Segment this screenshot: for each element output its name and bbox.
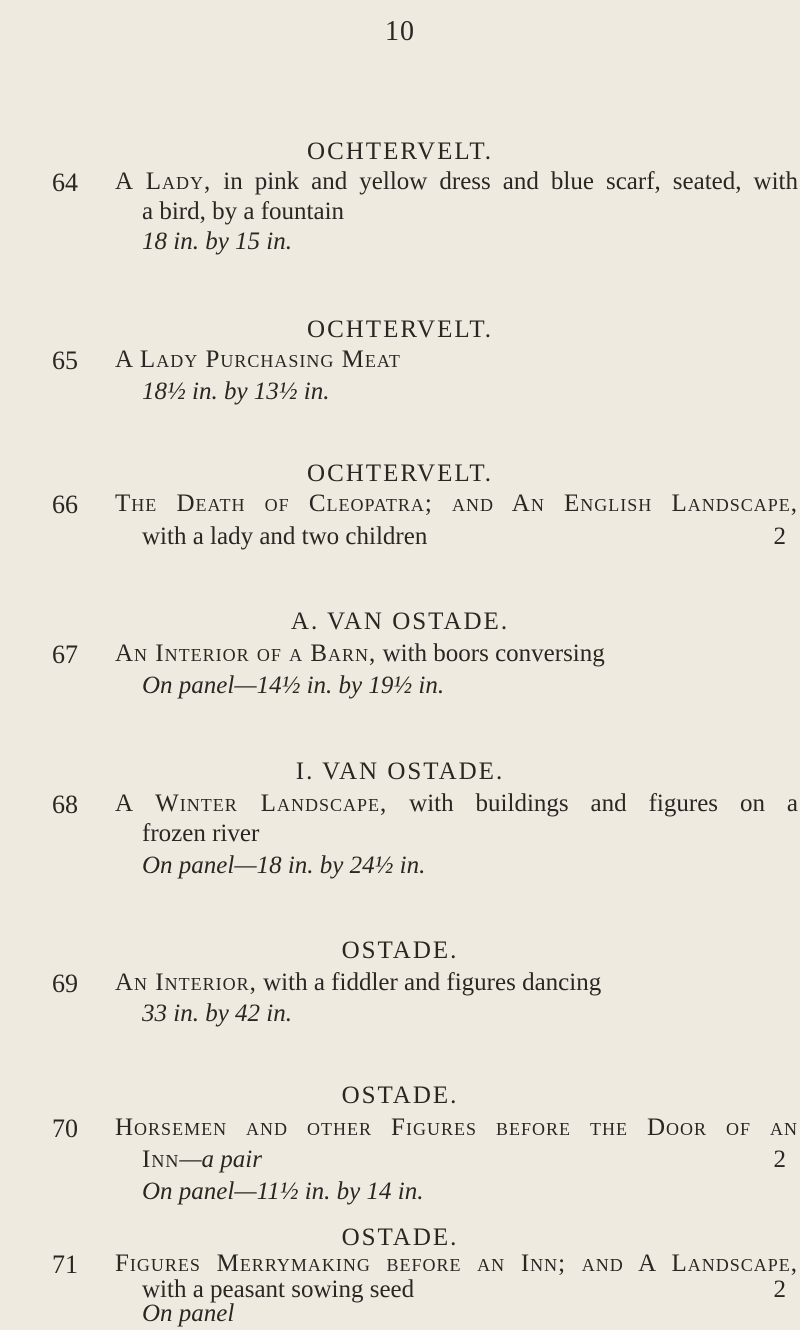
lot-dimensions: 33 in. by 42 in. bbox=[142, 1000, 292, 1027]
lot-title: Inn bbox=[142, 1146, 180, 1173]
lot-title: The Death of Cleopatra; and An English Landscape, bbox=[115, 490, 798, 517]
lot-number: 68 bbox=[52, 790, 78, 819]
lot-dimensions: 18 in. by 15 in. bbox=[142, 228, 292, 255]
lot-description bbox=[115, 168, 798, 196]
lot-description-text: with a fiddler and figures dancing bbox=[256, 969, 602, 996]
lot-description bbox=[115, 640, 605, 668]
lot-description: frozen river bbox=[142, 820, 260, 847]
lot-number: 65 bbox=[52, 346, 78, 375]
artist-heading: A. VAN OSTADE. bbox=[290, 608, 510, 635]
lot-dimensions: 18½ in. by 13½ in. bbox=[142, 378, 330, 405]
artist-heading: I. VAN OSTADE. bbox=[295, 758, 505, 785]
lot-number: 69 bbox=[52, 969, 78, 998]
lot-medium: On panel bbox=[142, 1300, 235, 1327]
lot-quantity: 2 bbox=[773, 1276, 786, 1303]
lot-title: A Lady Purchasing Meat bbox=[115, 346, 401, 373]
lot-title: A Winter Landscape, bbox=[115, 790, 388, 817]
lot-title: Horsemen and other Figures before the Door of an bbox=[115, 1114, 798, 1141]
artist-heading: OCHTERVELT. bbox=[307, 316, 493, 343]
lot-dimensions: On panel—11½ in. by 14 in. bbox=[142, 1178, 424, 1205]
lot-description-text: —a pair bbox=[179, 1146, 262, 1173]
lot-title: An Interior, bbox=[115, 969, 257, 996]
lot-quantity: 2 bbox=[773, 523, 786, 550]
lot-title: Figures Merrymaking before an Inn; and A Landscape, bbox=[115, 1250, 798, 1277]
lot-description-text: with buildings and figures on a bbox=[387, 790, 798, 817]
lot-title: A Lady, bbox=[115, 168, 212, 195]
lot-description bbox=[115, 969, 601, 997]
lot-number: 71 bbox=[52, 1250, 78, 1279]
lot-title: An Interior of a Barn, bbox=[115, 640, 377, 667]
lot-description-text: in pink and yellow dress and blue scarf, seated, with bbox=[211, 168, 798, 195]
lot-number: 70 bbox=[52, 1114, 78, 1143]
artist-heading: OSTADE. bbox=[341, 1224, 459, 1251]
lot-description: a bird, by a fountain bbox=[142, 198, 345, 225]
artist-heading: OCHTERVELT. bbox=[307, 138, 493, 165]
artist-heading: OSTADE. bbox=[341, 1082, 459, 1109]
lot-number: 67 bbox=[52, 640, 78, 669]
lot-dimensions: On panel—18 in. by 24½ in. bbox=[142, 852, 426, 879]
lot-number: 66 bbox=[52, 490, 78, 519]
page-number: 10 bbox=[385, 16, 415, 47]
artist-heading: OCHTERVELT. bbox=[307, 460, 493, 487]
lot-quantity: 2 bbox=[773, 1146, 786, 1173]
lot-description: with a peasant sowing seed bbox=[142, 1276, 415, 1303]
lot-description bbox=[142, 1146, 262, 1174]
lot-description bbox=[115, 790, 798, 818]
lot-description: with a lady and two children bbox=[142, 523, 428, 550]
lot-number: 64 bbox=[52, 168, 78, 197]
lot-dimensions: On panel—14½ in. by 19½ in. bbox=[142, 672, 445, 699]
artist-heading: OSTADE. bbox=[341, 937, 459, 964]
lot-description-text: with boors conversing bbox=[376, 640, 605, 667]
